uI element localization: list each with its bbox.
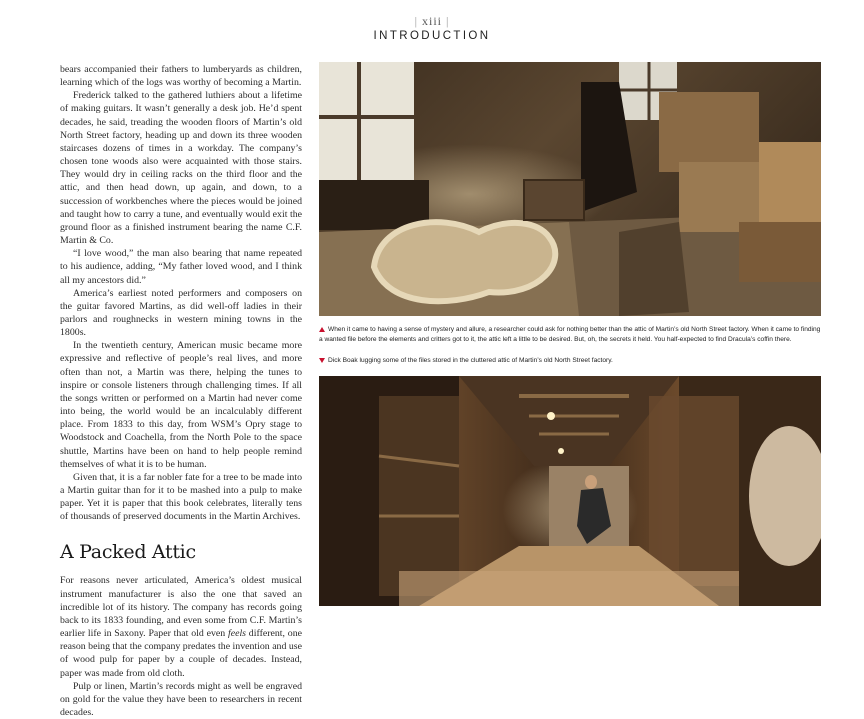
paragraph: bears accompanied their fathers to lumberyards as children, learning which of the logs was worthy of becoming a Martin. [60,64,302,89]
photo-caption-top [319,325,825,344]
attic-corridor-photo [319,376,821,606]
attic-corridor-illustration [319,376,821,606]
window-left [319,62,414,182]
guitar-mold [374,222,555,301]
caption-text: Dick Boak lugging some of the files stored in the cluttered attic of Martin’s old North Street factory. [328,357,613,364]
paragraph-text: For reasons never articulated, America’s oldest musical instrument manufacturer is also the one that saved an incredible lot of its history. The company has records going back to its 1833 founding, and even some from C.F. Martin’s earlier life in Saxony. Paper that old even [60,575,302,640]
paragraph: America’s earliest noted performers and composers on the guitar favored Martins, as did well-off ladies in their parlors and roughnecks in western mining towns in the 1800s. [60,287,302,339]
ceiling-light [547,412,555,420]
paragraph-text: different, one reason being that the company predates the invention and use of wood pulp for paper by a couple of decades. Instead, paper was made from old cloth. [60,628,302,679]
ceiling-light [558,448,564,454]
attic-photo-illustration [319,62,821,316]
section-heading: A Packed Attic [60,541,196,564]
caption-text: When it came to having a sense of mystery and allure, a researcher could ask for nothing better than the attic of Martin’s old North Street factory. When it came to finding a wanted file before the elements and critters got to it, the attic left a little to be desired. But, oh, the secrets it held. You half-expected to find Dracula’s coffin there. [319,326,821,343]
body-text-column [60,63,302,719]
paragraph: In the twentieth century, American music became more expressive and reflective of people’s real lives, and more often than not, a Martin was there, helping the tunes to inspire or console listeners through challenging times. If all the songs written or performed on a Martin had never come into being, the world would be an incalculably different place. From 1833 to this day, from WSM’s Opry stage to Woodstock and Coachella, from the North Pole to the space shuttle, Martins have been on hand to help people remind themselves of what it is to be human. [60,340,302,470]
box [739,222,821,282]
running-header [0,14,864,43]
paragraph: Frederick talked to the gathered luthiers about a lifetime of making guitars. It wasn’t generally a desk job. He’d spent decades, he said, treading the wooden floors of Martin’s old North Street factory, heading up and down its three wooden staircases dozens of times in a workday. The company’s chosen tone woods also were acquainted with those stairs. They would dry in ceiling racks on the third floor and the attic, and then head down, up again, and down, to a succession of workbenches where the pieces would be joined and taught how to carry a tune, and eventually would exit the ground floor as a finished instrument bearing the name C.F. Martin & Co. [60,90,302,247]
box [659,92,759,172]
box [679,162,769,232]
paragraph: Given that, it is a far nobler fate for a tree to be made into a Martin guitar than for it to be mashed into a pulp to make paper. Yet it is paper that this book celebrates, literally tens of thousands of preserved documents in the Martin Archives. [60,471,302,523]
caption-arrow-down-icon [319,358,325,363]
person [585,475,597,489]
photo-caption-bottom [319,356,825,366]
paragraph: “I love wood,” the man also bearing that name repeated to his audience, adding, “My father loved wood, and I think all my ancestors did.” [60,248,302,286]
page-number: | xiii | [414,14,450,28]
emphasis: feels [227,628,247,640]
paragraph [60,574,302,679]
section-title: INTRODUCTION [373,30,491,42]
attic-photo [319,62,821,316]
box [759,142,821,232]
page-number-text: xiii [421,14,442,28]
paragraph: Pulp or linen, Martin’s records might as well be engraved on gold for the value they have been to researchers in recent decades. [60,680,302,719]
caption-arrow-up-icon [319,327,325,332]
